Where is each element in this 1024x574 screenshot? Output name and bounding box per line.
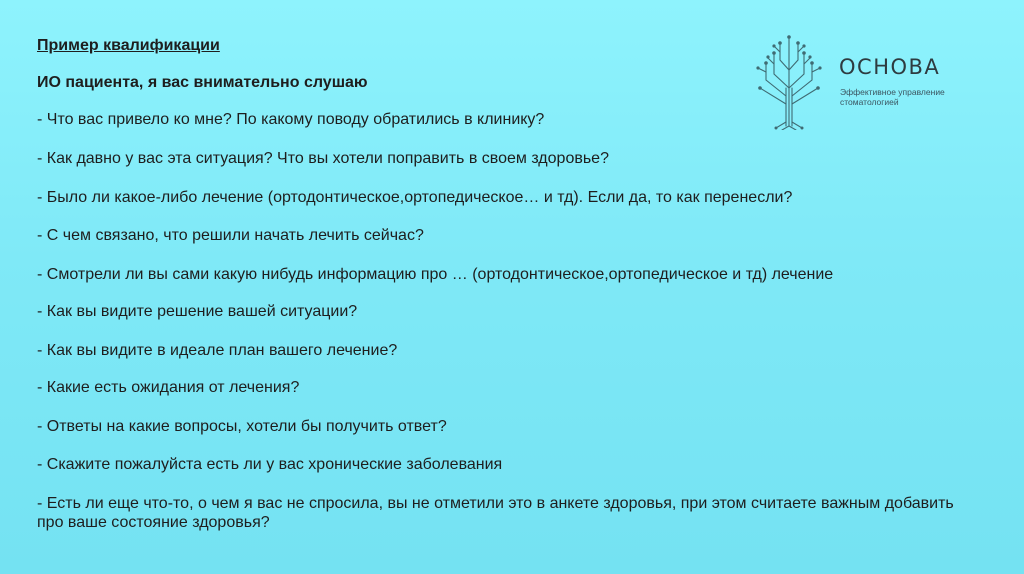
question-item: - Есть ли еще что-то, о чем я вас не спросила, вы не отметили это в анкете здоровья, при этом считаете важным добавить про ваше состояние здоровья?	[37, 495, 954, 531]
logo-tagline: Эффективное управление стоматологией	[840, 87, 945, 107]
question-item: - Ответы на какие вопросы, хотели бы получить ответ?	[37, 418, 447, 435]
circuit-tree-icon	[752, 30, 826, 130]
question-item: - Как вы видите решение вашей ситуации?	[37, 303, 358, 320]
question-item: - Было ли какое-либо лечение (ортодонтическое,ортопедическое… и тд). Если да, то как перенесли?	[37, 189, 793, 206]
question-item: - Скажите пожалуйста есть ли у вас хронические заболевания	[37, 456, 503, 473]
question-item: - Что вас привело ко мне? По какому поводу обратились в клинику?	[37, 111, 545, 128]
slide-subtitle: ИО пациента, я вас внимательно слушаю	[37, 74, 368, 91]
logo-name: ОСНОВА	[839, 55, 941, 79]
question-item: - Как вы видите в идеале план вашего лечение?	[37, 342, 398, 359]
question-item: - Какие есть ожидания от лечения?	[37, 379, 300, 396]
question-item: - Смотрели ли вы сами какую нибудь информацию про … (ортодонтическое,ортопедическое и тд) лечение	[37, 266, 834, 283]
logo	[752, 30, 982, 140]
question-item: - С чем связано, что решили начать лечить сейчас?	[37, 227, 424, 244]
slide-title: Пример квалификации	[37, 37, 220, 54]
question-item: - Как давно у вас эта ситуация? Что вы хотели поправить в своем здоровье?	[37, 150, 609, 167]
